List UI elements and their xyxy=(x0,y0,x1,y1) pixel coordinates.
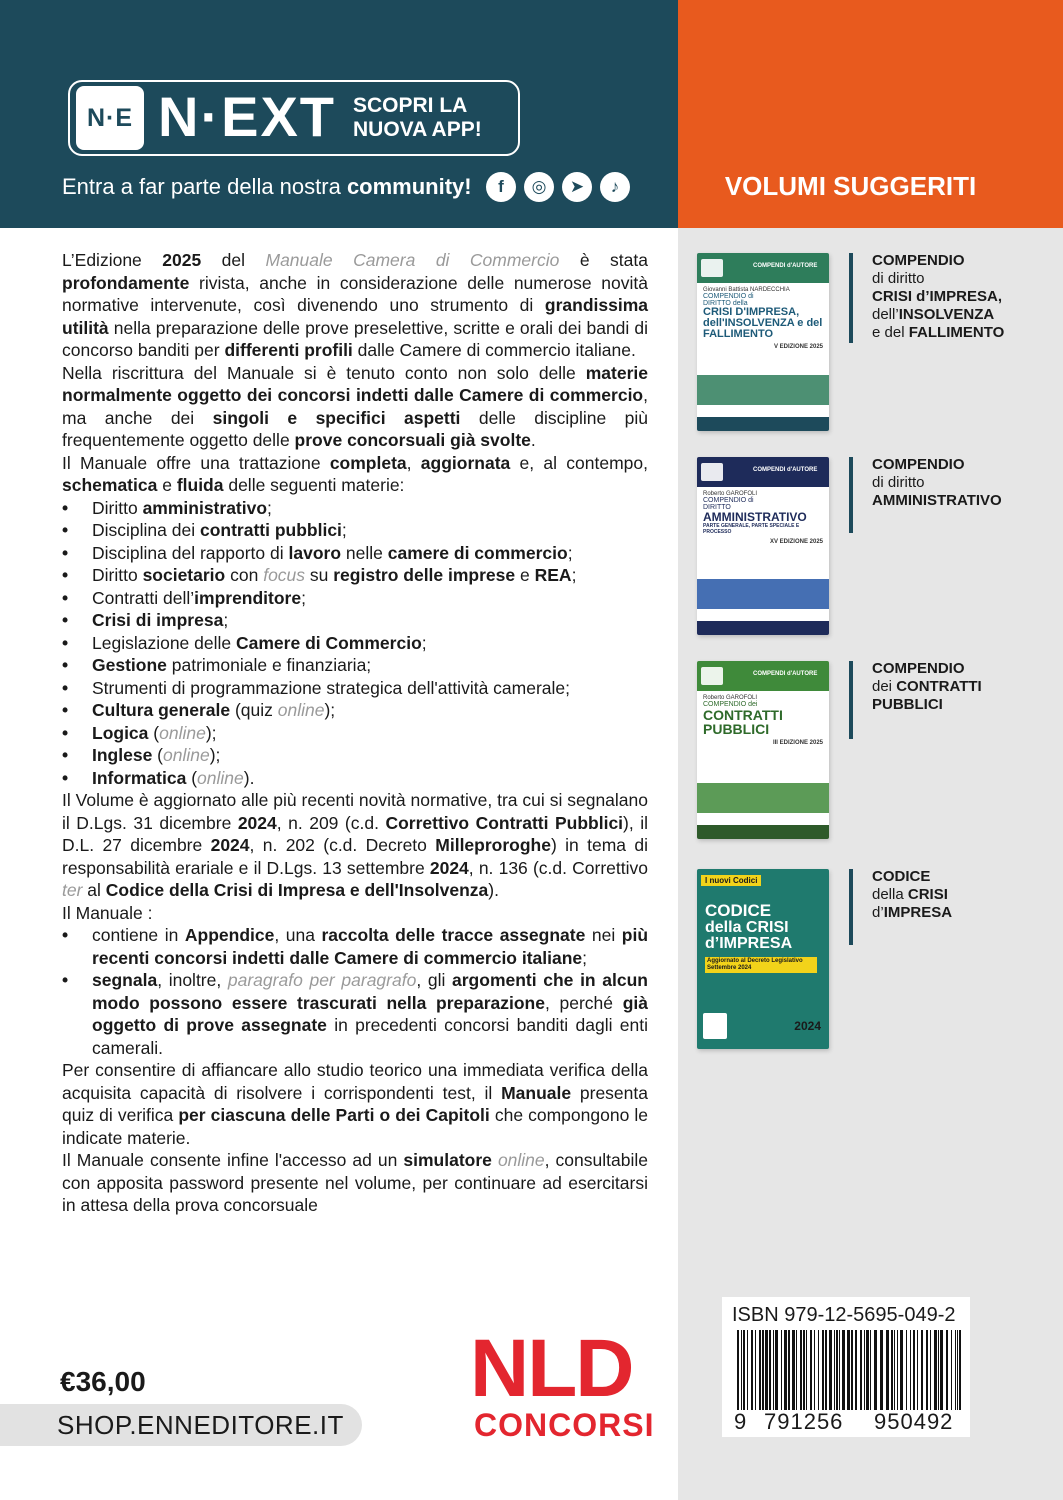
barcode-bar xyxy=(957,1330,958,1410)
barcode-digit-prefix: 9 xyxy=(734,1409,748,1434)
barcode-bar xyxy=(806,1330,807,1410)
barcode-bar xyxy=(814,1330,815,1410)
barcode-bar xyxy=(803,1330,805,1410)
list-item: • Gestione patrimoniale e finanziaria; xyxy=(62,654,648,677)
list-item: • contiene in Appendice, una raccolta delle tracce assegnate nei più recenti concorsi indetti dalle Camere di commercio italiane; xyxy=(62,924,648,969)
intro-paragraph: L’Edizione 2025 del Manuale Camera di Commercio è stata profondamente rivista, anche in considerazione delle numerose novità normative intervenute, così divenendo uno strumento di grandissima utilità nella preparazione delle prove preselettive, scritte e orali dei bandi di concorso banditi per differenti profili dalle Camere di commercio italiane. xyxy=(62,250,648,360)
list-item: • Contratti dell’imprenditore; xyxy=(62,587,648,610)
barcode-bar xyxy=(913,1330,915,1410)
telegram-icon[interactable]: ➤ xyxy=(562,172,592,202)
barcode-bar xyxy=(938,1330,939,1410)
book-cover-codice-crisi[interactable]: I nuovi Codici CODICE della CRISI d’IMPRESA Aggiornato al Decreto Legislativo Settembre 2024 2024 xyxy=(697,869,829,1049)
barcode-bar xyxy=(910,1330,911,1410)
divider-line xyxy=(849,457,853,533)
suggested-label-2: COMPENDIO di diritto AMMINISTRATIVO xyxy=(872,456,1002,509)
barcode-bar xyxy=(906,1330,907,1410)
rewrite-paragraph: Nella riscrittura del Manuale si è tenuto conto non solo delle materie normalmente oggetto dei concorsi indetti dalle Camere di commercio, ma anche dei singoli e specifici aspetti delle discipline più frequentemente oggetto delle prove concorsuali già svolte. xyxy=(62,362,648,450)
barcode-bar xyxy=(737,1330,739,1410)
barcode-bar xyxy=(834,1330,835,1410)
suggested-label-1: COMPENDIO di diritto CRISI d’IMPRESA, dell’INSOLVENZA e del FALLIMENTO xyxy=(872,252,1005,341)
manual-intro: Il Manuale : xyxy=(62,902,153,923)
barcode-bar xyxy=(839,1330,840,1410)
barcode-bar xyxy=(926,1330,928,1410)
barcode-bar xyxy=(851,1330,853,1410)
barcode-bar xyxy=(755,1330,756,1410)
suggested-label-4: CODICE della CRISI d’IMPRESA xyxy=(872,868,953,921)
barcode-bar xyxy=(773,1330,774,1410)
book-cover-crisi-impresa[interactable]: COMPENDI d'AUTORE Giovanni Battista NARDECCHIA COMPENDIO di DIRITTO della CRISI D'IMPRESA, dell'INSOLVENZA e del FALLIMENTO V EDIZIONE 2025 xyxy=(697,253,829,431)
book-cover-contratti-pubblici[interactable]: COMPENDI d'AUTORE Roberto GAROFOLI COMPENDIO dei CONTRATTI PUBBLICI III EDIZIONE 2025 xyxy=(697,661,829,839)
list-item: • Inglese (online); xyxy=(62,744,648,767)
barcode-bar xyxy=(870,1330,871,1410)
barcode-bar xyxy=(784,1330,787,1410)
barcode-digits-right: 950492 xyxy=(874,1409,954,1434)
barcode-bar xyxy=(759,1330,761,1410)
barcode-bar xyxy=(951,1330,952,1410)
barcode-bar xyxy=(955,1330,956,1410)
community-text: Entra a far parte della nostra community! xyxy=(62,174,472,199)
barcode-bar xyxy=(792,1330,795,1410)
barcode-bar xyxy=(864,1330,865,1410)
list-item: • Informatica (online). xyxy=(62,767,648,790)
barcode-bar xyxy=(930,1330,931,1410)
subjects-list xyxy=(62,497,648,790)
barcode-bar xyxy=(747,1330,748,1410)
barcode-bar xyxy=(829,1330,832,1410)
barcode-bar xyxy=(886,1330,889,1410)
barcode-bar xyxy=(847,1330,850,1410)
shop-link[interactable]: SHOP.ENNEDITORE.IT xyxy=(57,1410,344,1440)
divider-line xyxy=(849,661,853,739)
list-item: • Legislazione delle Camere di Commercio; xyxy=(62,632,648,655)
barcode-bar xyxy=(781,1330,782,1410)
update-paragraph: Il Volume è aggiornato alle più recenti novità normative, tra cui si segnalano il D.Lgs. 31 dicembre 2024, n. 209 (c.d. Correttivo Contratti Pubblici), il D.L. 27 dicembre 2024, n. 202 (c.d. Decreto Milleproroghe) in tema di responsabilità erariale e il D.Lgs. 13 settembre 2024, n. 136 (c.d. Correttivo ter al Codice della Crisi di Impresa e dell'Insolvenza). xyxy=(62,790,649,900)
facebook-icon[interactable]: f xyxy=(486,172,516,202)
barcode-bar xyxy=(866,1330,869,1410)
nld-logo: NLD xyxy=(470,1323,633,1414)
barcode-bar xyxy=(921,1330,923,1410)
app-tagline: SCOPRI LA NUOVA APP! xyxy=(353,94,482,141)
barcode-bar xyxy=(751,1330,753,1410)
list-item: • Cultura generale (quiz online); xyxy=(62,699,648,722)
barcode-bar xyxy=(900,1330,903,1410)
barcode-bar xyxy=(891,1330,893,1410)
barcode-bar xyxy=(874,1330,877,1410)
barcode-bar xyxy=(836,1330,838,1410)
barcode-bar xyxy=(810,1330,812,1410)
book-cover-amministrativo[interactable]: COMPENDI d'AUTORE Roberto GAROFOLI COMPENDIO di DIRITTO AMMINISTRATIVO PARTE GENERALE, PARTE SPECIALE E PROCESSO XV EDIZIONE 2025 xyxy=(697,457,829,635)
barcode-bar xyxy=(822,1330,824,1410)
barcode-bar xyxy=(765,1330,768,1410)
suggested-volumes-title: VOLUMI SUGGERITI xyxy=(724,171,977,201)
barcode-bar xyxy=(940,1330,943,1410)
barcode-bar xyxy=(769,1330,771,1410)
ne-logo: N·E xyxy=(76,86,144,150)
divider-line xyxy=(849,253,853,343)
list-item: • Crisi di impresa; xyxy=(62,609,648,632)
book-description xyxy=(62,249,648,1217)
manual-features-list xyxy=(62,924,648,1059)
barcode-bar xyxy=(946,1330,948,1410)
list-item: • Diritto amministrativo; xyxy=(62,497,648,520)
barcode-bar xyxy=(860,1330,862,1410)
concorsi-logo-text: CONCORSI xyxy=(474,1407,655,1443)
barcode-bar xyxy=(897,1330,898,1410)
barcode-bar xyxy=(788,1330,790,1410)
tiktok-icon[interactable]: ♪ xyxy=(600,172,630,202)
price: €36,00 xyxy=(60,1366,146,1397)
barcode xyxy=(733,1330,965,1410)
barcode-bar xyxy=(842,1330,845,1410)
barcode-bar xyxy=(743,1330,745,1410)
barcode-bar xyxy=(818,1330,819,1410)
barcode-bar xyxy=(880,1330,883,1410)
barcode-bar xyxy=(775,1330,778,1410)
barcode-bar xyxy=(741,1330,742,1410)
barcode-bar xyxy=(959,1330,961,1410)
next-wordmark: N·EXT xyxy=(158,85,336,148)
list-item: • Logica (online); xyxy=(62,722,648,745)
instagram-icon[interactable]: ◎ xyxy=(524,172,554,202)
quiz-paragraph: Per consentire di affiancare allo studio teorico una immediata verifica della acquisita capacità di risolvere i corrispondenti test, il Manuale presenta quiz di verifica per ciascuna delle Parti o dei Capitoli che compongono le indicate materie. xyxy=(62,1060,648,1148)
list-item: • Disciplina del rapporto di lavoro nelle camere di commercio; xyxy=(62,542,648,565)
barcode-bar xyxy=(894,1330,895,1410)
list-item: • Disciplina dei contratti pubblici; xyxy=(62,519,648,542)
suggested-label-3: COMPENDIO dei CONTRATTI PUBBLICI xyxy=(872,660,982,713)
barcode-bar xyxy=(800,1330,802,1410)
barcode-bar xyxy=(855,1330,857,1410)
barcode-bar xyxy=(796,1330,797,1410)
list-item: • segnala, inoltre, paragrafo per paragrafo, gli argomenti che in alcun modo possono essere trascurati nella preparazione, perché già oggetto di prove assegnate in precedenti concorsi banditi dagli enti camerali. xyxy=(62,969,648,1059)
barcode-bar xyxy=(825,1330,827,1410)
barcode-bar xyxy=(917,1330,918,1410)
barcode-bar xyxy=(934,1330,937,1410)
barcode-digits-left: 791256 xyxy=(764,1409,844,1434)
divider-line xyxy=(849,869,853,945)
list-item: • Diritto societario con focus su registro delle imprese e REA; xyxy=(62,564,648,587)
simulator-paragraph: Il Manuale consente infine l'accesso ad un simulatore online, consultabile con apposita password presente nel volume, per continuare ad esercitarsi in attesa della prova concorsuale xyxy=(62,1150,648,1215)
subjects-intro: Il Manuale offre una trattazione completa, aggiornata e, al contempo, schematica e fluida delle seguenti materie: xyxy=(62,452,648,495)
list-item: • Strumenti di programmazione strategica dell'attività camerale; xyxy=(62,677,648,700)
isbn-text: ISBN 979-12-5695-049-2 xyxy=(732,1304,956,1326)
barcode-bar xyxy=(762,1330,764,1410)
